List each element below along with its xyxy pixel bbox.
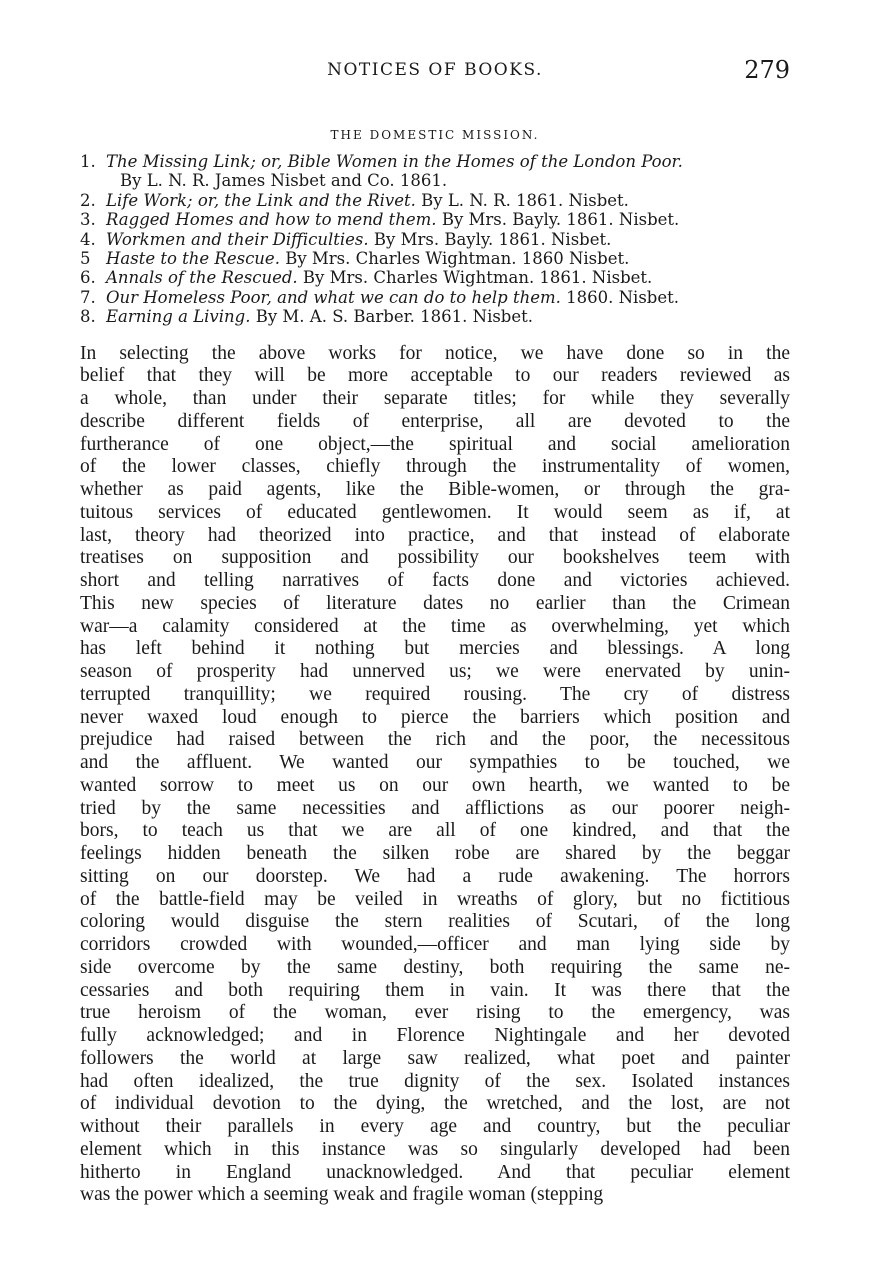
book-title: Workmen and their Difficulties. (106, 229, 369, 249)
text-line: short and telling narratives of facts done and victories achieved. (80, 570, 790, 592)
book-citation (106, 230, 790, 249)
book-details: By L. N. R. 1861. Nisbet. (421, 190, 629, 210)
book-title: Annals of the Rescued. (106, 268, 298, 288)
section-title: THE DOMESTIC MISSION. (330, 128, 540, 142)
book-entry (80, 249, 790, 268)
text-line: corridors crowded with wounded,—officer and man lying side by (80, 934, 790, 956)
book-number: 1. (80, 152, 96, 171)
book-details: By M. A. S. Barber. 1861. Nisbet. (255, 307, 534, 327)
book-entry (80, 152, 790, 191)
book-citation (106, 191, 790, 210)
book-citation (106, 210, 790, 229)
text-line: bors, to teach us that we are all of one kindred, and that the (80, 820, 790, 842)
book-citation (106, 268, 790, 287)
text-line: without their parallels in every age and country, but the peculiar (80, 1116, 790, 1138)
text-line: furtherance of one object,—the spiritual and social amelioration (80, 433, 790, 455)
book-title: Ragged Homes and how to mend them. (106, 210, 437, 230)
book-entry (80, 210, 790, 229)
book-number: 3. (80, 210, 96, 230)
text-line: describe different fields of enterprise, all are devoted to the (80, 410, 790, 432)
text-line: and the affluent. We wanted our sympathies to be touched, we (80, 752, 790, 774)
book-title: The Missing Link; or, Bible Women in the Homes of the London Poor. (106, 152, 683, 171)
text-line: hitherto in England unacknowledged. And that peculiar element (80, 1161, 790, 1183)
text-line: cessaries and both requiring them in vain. It was there that the (80, 979, 790, 1001)
text-line: never waxed loud enough to pierce the barriers which position and (80, 706, 790, 728)
text-line: wanted sorrow to meet us on our own hearth, we wanted to be (80, 774, 790, 796)
text-line: of individual devotion to the dying, the wretched, and the lost, are not (80, 1093, 790, 1115)
text-line: terrupted tranquillity; we required rousing. The cry of distress (80, 683, 790, 705)
text-line: a whole, than under their separate titles; for while they severally (80, 388, 790, 410)
book-citation (106, 307, 790, 326)
book-number: 2. (80, 190, 96, 210)
book-title: Earning a Living. (106, 307, 251, 327)
book-details: By L. N. R. James Nisbet and Co. 1861. (120, 171, 448, 191)
book-details: By Mrs. Charles Wightman. 1861. Nisbet. (302, 268, 653, 288)
text-line: whether as paid agents, like the Bible-women, or through the gra- (80, 479, 790, 501)
text-line: had often idealized, the true dignity of the sex. Isolated instances (80, 1070, 790, 1092)
text-line: tuitous services of educated gentlewomen. It would seem as if, at (80, 501, 790, 523)
book-entry (80, 268, 790, 287)
text-line: side overcome by the same destiny, both requiring the same ne- (80, 956, 790, 978)
text-line: war—a calamity considered at the time as overwhelming, yet which (80, 615, 790, 637)
book-title: Haste to the Rescue. (106, 249, 280, 269)
book-details: 1860. Nisbet. (566, 287, 679, 307)
book-citation (106, 288, 790, 307)
text-line: This new species of literature dates no earlier than the Crimean (80, 592, 790, 614)
book-details: By Mrs. Bayly. 1861. Nisbet. (373, 229, 612, 249)
running-head: NOTICES OF BOOKS. (327, 60, 543, 80)
book-citation (106, 249, 790, 268)
book-entry (80, 191, 790, 210)
text-line: season of prosperity had unnerved us; we were enervated by unin- (80, 661, 790, 683)
book-number: 6. (80, 268, 96, 288)
book-details: By Mrs. Charles Wightman. 1860 Nisbet. (285, 249, 630, 269)
text-line: feelings hidden beneath the silken robe are shared by the beggar (80, 843, 790, 865)
text-line: In selecting the above works for notice, we have done so in the (80, 342, 790, 364)
text-line: of the lower classes, chiefly through the instrumentality of women, (80, 456, 790, 478)
book-title: Life Work; or, the Link and the Rivet. (106, 190, 416, 210)
text-line: followers the world at large saw realized, what poet and painter (80, 1047, 790, 1069)
text-line: tried by the same necessities and afflictions as our poorer neigh- (80, 797, 790, 819)
text-line: element which in this instance was so singularly developed had been (80, 1138, 790, 1160)
book-number: 4. (80, 229, 96, 249)
text-line: last, theory had theorized into practice, and that instead of elaborate (80, 524, 790, 546)
text-line: of the battle-field may be veiled in wreaths of glory, but no fictitious (80, 888, 790, 910)
text-line: belief that they will be more acceptable to our readers reviewed as (80, 365, 790, 387)
book-list (80, 152, 790, 327)
book-entry (80, 230, 790, 249)
text-line: fully acknowledged; and in Florence Nightingale and her devoted (80, 1025, 790, 1047)
book-entry (80, 288, 790, 307)
text-line: prejudice had raised between the rich and the poor, the necessitous (80, 729, 790, 751)
text-line: coloring would disguise the stern realities of Scutari, of the long (80, 911, 790, 933)
body-text (80, 343, 790, 1208)
text-line: was the power which a seeming weak and fragile woman (stepping (80, 1184, 604, 1206)
text-line: treatises on supposition and possibility our bookshelves teem with (80, 547, 790, 569)
book-number: 8. (80, 307, 96, 327)
page (80, 56, 790, 1207)
book-entry (80, 307, 790, 326)
text-line: has left behind it nothing but mercies and blessings. A long (80, 638, 790, 660)
book-details: By Mrs. Bayly. 1861. Nisbet. (441, 210, 680, 230)
page-header (80, 56, 790, 92)
book-title: Our Homeless Poor, and what we can do to help them. (106, 287, 561, 307)
book-number: 7. (80, 287, 96, 307)
book-number: 5 (80, 249, 91, 269)
text-line: sitting on our doorstep. We had a rude awakening. The horrors (80, 865, 790, 887)
page-number: 279 (744, 56, 790, 84)
text-line: true heroism of the woman, ever rising to the emergency, was (80, 1002, 790, 1024)
book-citation (106, 152, 790, 191)
